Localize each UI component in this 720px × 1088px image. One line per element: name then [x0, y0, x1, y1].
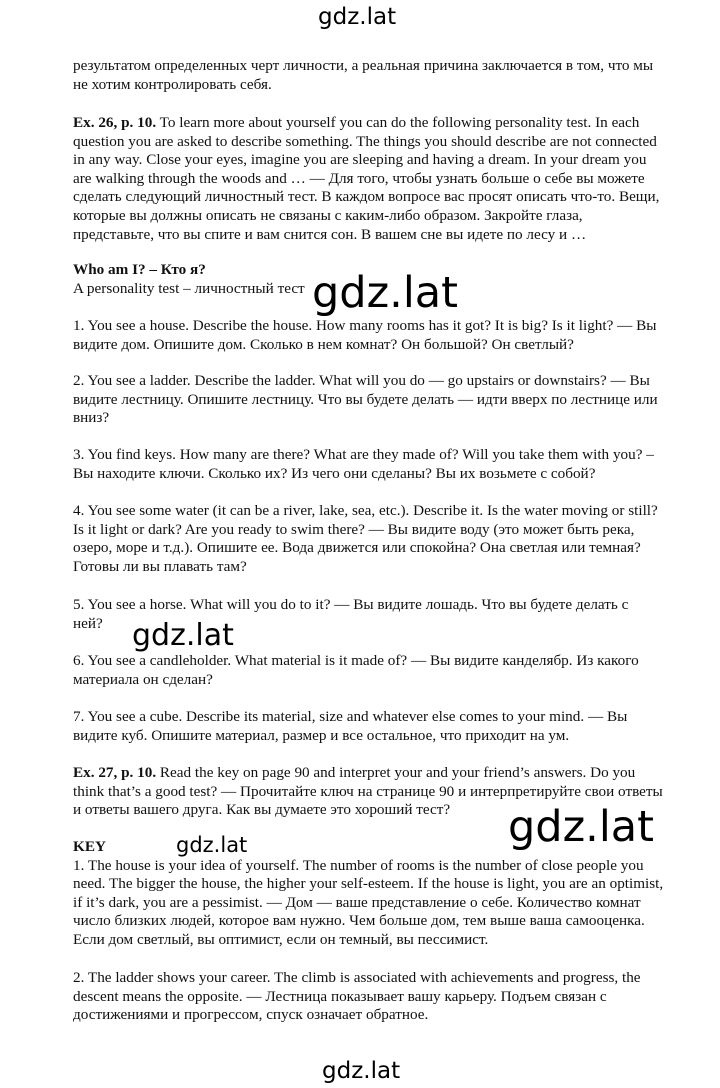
text-line: достижениями и прогрессом, спуск означает обратное. — [73, 1006, 429, 1024]
watermark-large-2: gdz.lat — [508, 802, 654, 852]
watermark-top: gdz.lat — [318, 4, 397, 30]
question-6 — [73, 652, 703, 689]
text-line: need. The bigger the house, the higher your self-esteem. If the house is light, you are an optimist, — [73, 875, 664, 893]
watermark-middle: gdz.lat — [132, 618, 234, 653]
text-line: Готовы ли вы плавать там? — [73, 557, 247, 575]
text-line: не хотим контролировать себя. — [73, 75, 272, 93]
text-line: ней? — [73, 614, 103, 632]
text-line: question you are asked to describe something. The things you should describe are not connected — [73, 132, 657, 150]
text-line: 1. The house is your idea of yourself. The number of rooms is the number of close people you — [73, 856, 644, 874]
key-section — [73, 838, 703, 950]
question-4 — [73, 502, 703, 576]
text-line: результатом определенных черт личности, а реальная причина заключается в том, что мы — [73, 57, 654, 74]
text-line: if it’s dark, you are a pessimist. — Дом — ваше представление о себе. Количество комнат — [73, 893, 641, 911]
test-subtitle: A personality test – личностный тест — [73, 279, 305, 297]
question-3 — [73, 446, 703, 483]
question-5 — [73, 596, 703, 633]
text-line: 6. You see a candleholder. What material is it made of? — Вы видите канделябр. Из какого — [73, 652, 639, 669]
key-item-2 — [73, 969, 703, 1025]
test-heading: Who am I? – Кто я? — [73, 261, 206, 278]
text-line: 2. The ladder shows your career. The climb is associated with achievements and progress, the — [73, 969, 641, 986]
text-line: descent means the opposite. — Лестница показывает вашу карьеру. Подъем связан с — [73, 987, 607, 1005]
text-line: 3. You find keys. How many are there? What are they made of? Will you take them with you? – — [73, 446, 654, 463]
watermark-key: gdz.lat — [176, 833, 248, 857]
text-line: Read the key on page 90 and interpret your and your friend’s answers. Do you — [156, 764, 636, 781]
text-line: сделать следующий личностный тест. В каждом вопросе вас просят описать что-то. Вещи, — [73, 188, 660, 206]
question-1 — [73, 317, 703, 354]
text-line: и ответы вашего друга. Как вы думаете это хороший тест? — [73, 801, 451, 819]
text-line: think that’s a good test? — Прочитайте ключ на странице 90 и интерпретируйте свои ответы — [73, 782, 663, 800]
text-line: To learn more about yourself you can do the following personality test. In each — [156, 114, 640, 131]
text-line: которые вы должны описать не связаны с каким-либо образом. Закройте глаза, — [73, 206, 583, 224]
text-line: in any way. Close your eyes, imagine you are sleeping and having a dream. In your dream you — [73, 151, 647, 169]
test-heading-block — [73, 261, 703, 298]
text-line: Вы находите ключи. Сколько их? Из чего они сделаны? Вы их возьмете с собой? — [73, 464, 596, 482]
text-line: Is it light or dark? Are you ready to swim there? — Вы видите воду (это может быть река, — [73, 520, 635, 538]
exercise-27-label: Ex. 27, p. 10. — [73, 764, 157, 781]
exercise-27 — [73, 764, 703, 820]
question-7 — [73, 708, 703, 745]
text-line: видите дом. Опишите дом. Сколько в нем комнат? Он большой? Он светлый? — [73, 335, 574, 353]
text-line: 7. You see a cube. Describe its material, size and whatever else comes to your mind. — Вы — [73, 708, 628, 725]
text-line: 4. You see some water (it can be a river, lake, sea, etc.). Describe it. Is the water moving or still? — [73, 502, 658, 519]
watermark-bottom: gdz.lat — [322, 1058, 401, 1084]
key-heading: KEY — [73, 838, 106, 855]
watermark-large-1: gdz.lat — [312, 268, 458, 318]
text-line: вниз? — [73, 409, 110, 427]
text-line: Если дом светлый, вы оптимист, если он темный, вы пессимист. — [73, 930, 489, 948]
text-line: 1. You see a house. Describe the house. How many rooms has it got? It is big? Is it light? — Вы — [73, 317, 657, 334]
text-line: видите куб. Опишите материал, размер и все остальное, что приходит на ум. — [73, 726, 570, 744]
exercise-26 — [73, 114, 703, 244]
text-line: 2. You see a ladder. Describe the ladder. What will you do — go upstairs or downstairs? — Вы — [73, 372, 650, 389]
text-line: озеро, море и т.д.). Опишите ее. Вода движется или спокойна? Она светлая или темная? — [73, 539, 641, 557]
intro-paragraph — [73, 57, 703, 94]
exercise-26-label: Ex. 26, p. 10. — [73, 114, 157, 131]
text-line: материала он сделан? — [73, 670, 213, 688]
text-line: видите лестницу. Опишите лестницу. Что вы будете делать — идти вверх по лестнице или — [73, 390, 658, 408]
text-line: are walking through the woods and … — Для того, чтобы узнать больше о себе вы можете — [73, 169, 645, 187]
text-line: представьте, что вы спите и вам снится сон. В вашем сне вы идете по лесу и … — [73, 225, 587, 243]
question-2 — [73, 372, 703, 428]
text-line: 5. You see a horse. What will you do to it? — Вы видите лошадь. Что вы будете делать с — [73, 596, 629, 613]
text-line: число близких людей, которое вам нужно. Чем больше дом, тем выше ваша самооценка. — [73, 912, 645, 930]
